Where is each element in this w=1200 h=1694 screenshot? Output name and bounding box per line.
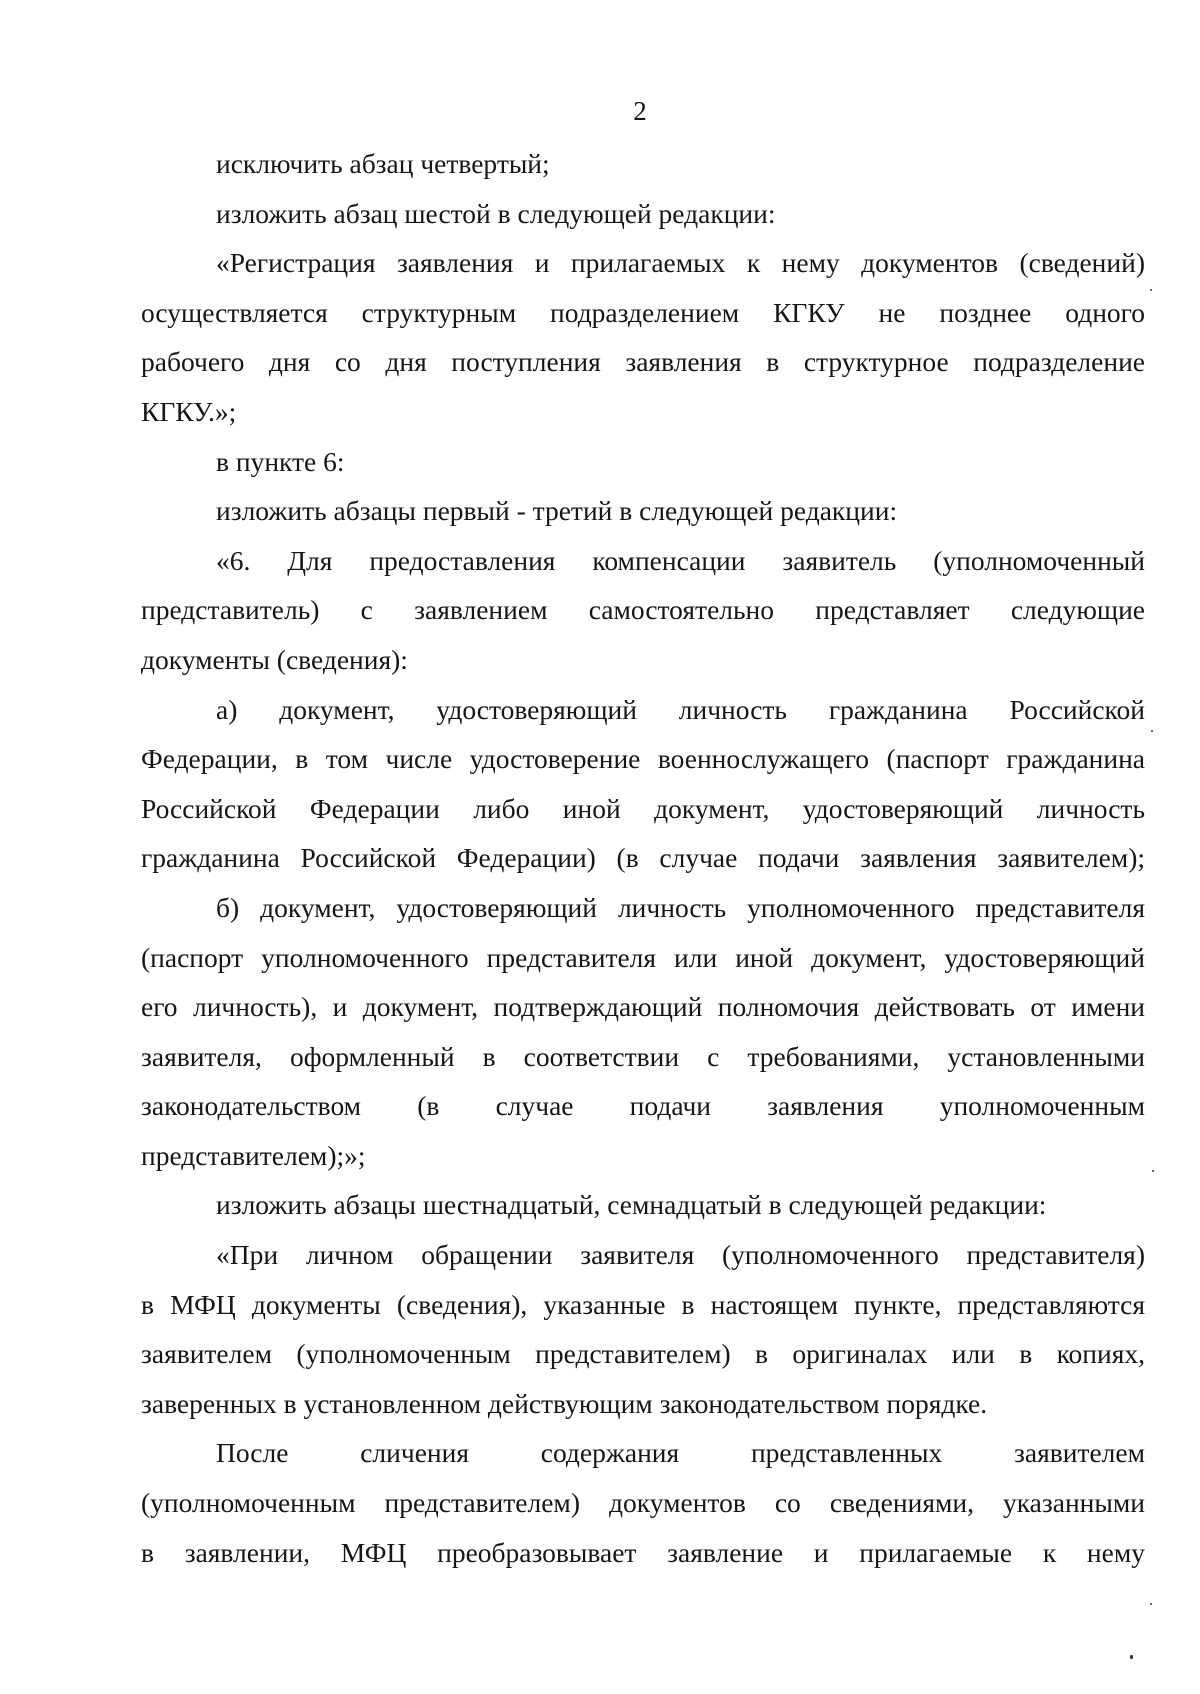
- text-line: осуществляется структурным подразделением КГКУ не позднее одного: [141, 296, 1145, 328]
- text-line: Федерации, в том числе удостоверение военнослужащего (паспорт гражданина: [141, 743, 1145, 775]
- text-line: изложить абзацы шестнадцатый, семнадцатый в следующей редакции:: [216, 1189, 1047, 1221]
- text-line: его личность), и документ, подтверждающий полномочия действовать от имени: [141, 991, 1145, 1023]
- text-line: (уполномоченным представителем) документов со сведениями, указанными: [141, 1487, 1145, 1519]
- text-line: законодательством (в случае подачи заявления уполномоченным: [141, 1090, 1145, 1122]
- text-line: изложить абзац шестой в следующей редакции:: [216, 197, 776, 229]
- text-line: представитель) с заявлением самостоятельно представляет следующие: [141, 594, 1145, 626]
- text-line: рабочего дня со дня поступления заявления в структурное подразделение: [141, 346, 1145, 378]
- scan-speck: [1150, 289, 1152, 291]
- text-line: заверенных в установленном действующим законодательством порядке.: [141, 1387, 988, 1419]
- text-line: изложить абзацы первый - третий в следующей редакции:: [216, 495, 898, 527]
- text-line: заявителем (уполномоченным представителем) в оригиналах или в копиях,: [141, 1338, 1145, 1370]
- text-line: заявителя, оформленный в соответствии с требованиями, установленными: [141, 1040, 1145, 1072]
- text-line: КГКУ.»;: [141, 395, 237, 427]
- scan-speck: [1130, 1655, 1133, 1659]
- text-line: документы (сведения):: [141, 643, 408, 675]
- page-number: 2: [633, 96, 647, 126]
- text-line: После сличения содержания представленных заявителем: [216, 1437, 1145, 1469]
- text-line: «Регистрация заявления и прилагаемых к нему документов (сведений): [216, 247, 1145, 279]
- text-line: Российской Федерации либо иной документ, удостоверяющий личность: [141, 792, 1145, 824]
- scan-speck: [1151, 730, 1153, 732]
- text-line: исключить абзац четвертый;: [216, 148, 550, 179]
- text-line: представителем);»;: [141, 1139, 366, 1171]
- text-line: «При личном обращении заявителя (уполномоченного представителя): [216, 1239, 1145, 1271]
- text-line: в МФЦ документы (сведения), указанные в настоящем пункте, представляются: [141, 1288, 1145, 1320]
- scan-speck: [1150, 1603, 1152, 1605]
- text-line: (паспорт уполномоченного представителя или иной документ, удостоверяющий: [141, 941, 1145, 973]
- text-line: гражданина Российской Федерации) (в случае подачи заявления заявителем);: [141, 842, 1145, 874]
- text-line: в пункте 6:: [216, 445, 345, 477]
- text-line: «6. Для предоставления компенсации заявитель (уполномоченный: [216, 544, 1145, 576]
- document-body: [141, 139, 1145, 1577]
- text-line: в заявлении, МФЦ преобразовывает заявление и прилагаемые к нему: [141, 1536, 1145, 1568]
- text-line: а) документ, удостоверяющий личность гражданина Российской: [216, 693, 1145, 725]
- text-line: б) документ, удостоверяющий личность уполномоченного представителя: [216, 891, 1145, 923]
- scan-speck: [1152, 1170, 1154, 1172]
